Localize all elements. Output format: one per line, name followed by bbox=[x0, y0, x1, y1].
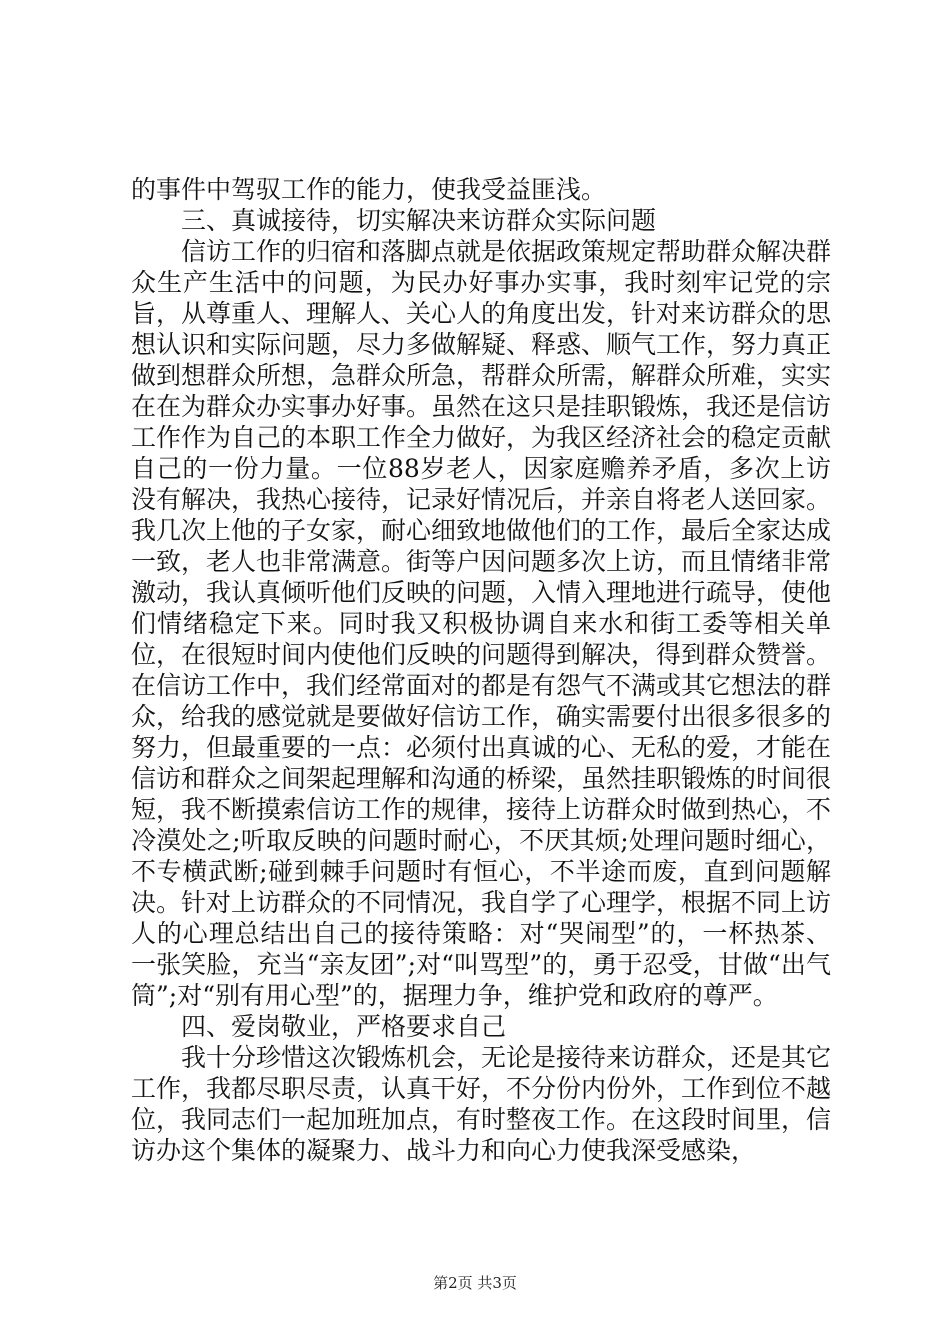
paragraph-section-4: 我十分珍惜这次锻炼机会，无论是接待来访群众，还是其它工作，我都尽职尽责，认真干好，不分份内份外，工作到位不越位，我同志们一起加班加点，有时整夜工作。在这段时间里，信访办这个集体的凝聚力、战斗力和向心力使我深受感染， bbox=[131, 1043, 832, 1165]
document-body bbox=[131, 174, 831, 1166]
paragraph-section-3: 信访工作的归宿和落脚点就是依据政策规定帮助群众解决群众生产生活中的问题，为民办好事办实事，我时刻牢记党的宗旨，从尊重人、理解人、关心人的角度出发，针对来访群众的思想认识和实际问题，尽力多做解疑、释惑、顺气工作，努力真正做到想群众所想，急群众所急，帮群众所需，解群众所难，实实在在为群众办实事办好事。虽然在这只是挂职锻炼，我还是信访工作作为自己的本职工作全力做好，为我区经济社会的稳定贡献自己的一份力量。一位88岁老人，因家庭赡养矛盾，多次上访没有解决，我热心接待，记录好情况后，并亲自将老人送回家。我几次上他的子女家，耐心细致地做他们的工作，最后全家达成一致，老人也非常满意。街等户因问题多次上访，而且情绪非常激动，我认真倾听他们反映的问题，入情入理地进行疏导，使他们情绪稳定下来。同时我又积极协调自来水和街工委等相关单位，在很短时间内使他们反映的问题得到解决，得到群众赞誉。在信访工作中，我们经常面对的都是有怨气不满或其它想法的群众，给我的感觉就是要做好信访工作，确实需要付出很多很多的努力，但最重要的一点：必须付出真诚的心、无私的爱，才能在信访和群众之间架起理解和沟通的桥梁，虽然挂职锻炼的时间很短，我不断摸索信访工作的规律，接待上访群众时做到热心，不冷漠处之;听取反映的问题时耐心，不厌其烦;处理问题时细心，不专横武断;碰到棘手问题时有恒心，不半途而废，直到问题解决。针对上访群众的不同情况，我自学了心理学，根据不同上访人的心理总结出自己的接待策略：对“哭闹型”的，一杯热茶、一张笑脸，充当“亲友团”;对“叫骂型”的，勇于忍受，甘做“出气筒”;对“别有用心型”的，据理力争，维护党和政府的尊严。 bbox=[131, 237, 832, 1010]
section-heading-4: 四、爱岗敬业，严格要求自己 bbox=[181, 1012, 507, 1041]
section-heading-3: 三、真诚接待，切实解决来访群众实际问题 bbox=[181, 206, 657, 235]
paragraph-continuation: 的事件中驾驭工作的能力，使我受益匪浅。 bbox=[131, 175, 607, 204]
page-footer: 第2页 共3页 bbox=[433, 1274, 517, 1292]
